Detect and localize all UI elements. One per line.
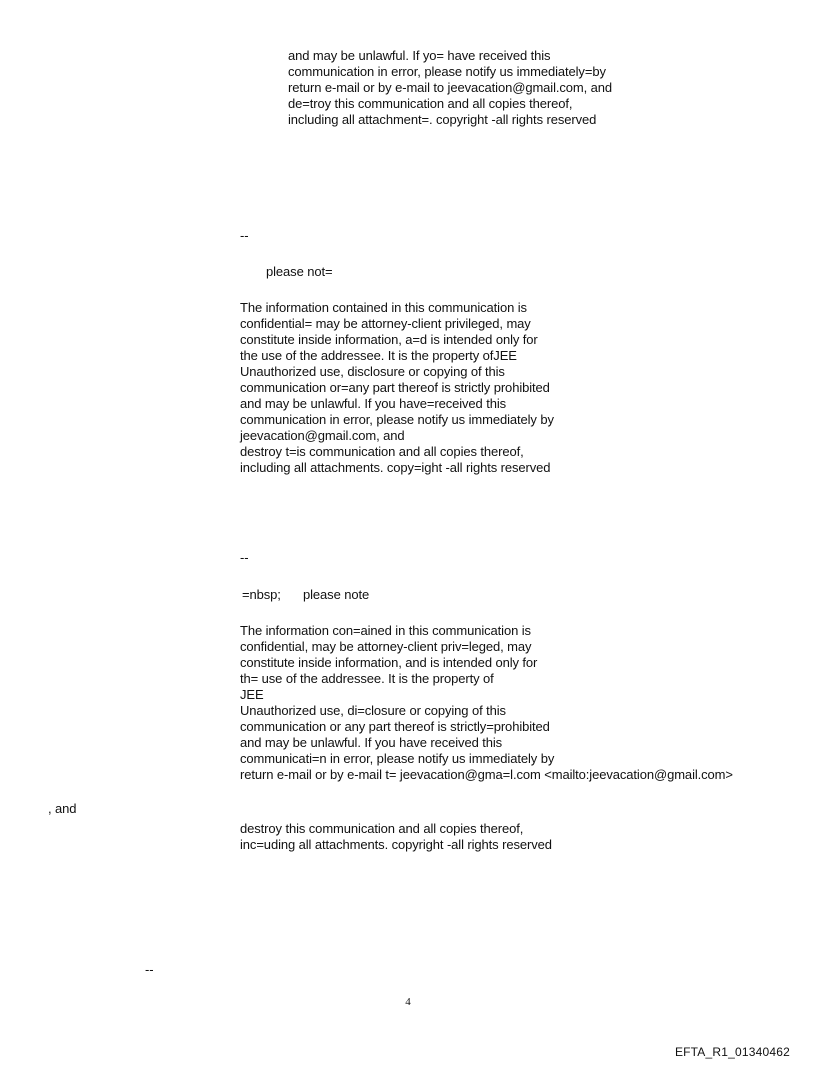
text-line: JEE — [240, 687, 264, 702]
disclaimer-block-3 — [240, 623, 733, 783]
text-line: communication or=any part thereof is strictly prohibited — [240, 380, 550, 395]
text-line: The information con=ained in this communication is — [240, 623, 531, 638]
text-line: jeevacation@gmail.com, and — [240, 428, 405, 443]
text-line: and may be unlawful. If you have=received this — [240, 396, 507, 411]
text-line: return e-mail or by e-mail to jeevacation@gmail.com, and — [288, 80, 613, 95]
text-line: confidential, may be attorney-client priv=leged, may — [240, 639, 532, 654]
disclaimer-block-4 — [240, 821, 552, 853]
disclaimer-block-1 — [288, 48, 612, 128]
text-line: constitute inside information, a=d is intended only for — [240, 332, 538, 347]
text-line: inc=uding all attachments. copyright -all rights reserved — [240, 837, 552, 852]
disclaimer-block-2 — [240, 300, 554, 476]
text-line: Unauthorized use, di=closure or copying of this — [240, 703, 506, 718]
text-line: including all attachments. copy=ight -all rights reserved — [240, 460, 551, 475]
please-note-line: please not= — [266, 264, 333, 279]
text-line: communicati=n in error, please notify us immediately by — [240, 751, 555, 766]
text-line: destroy this communication and all copies thereof, — [240, 821, 524, 836]
text-line: th= use of the addressee. It is the property of — [240, 671, 494, 686]
text-line: including all attachment=. copyright -all rights reserved — [288, 112, 597, 127]
text-line: confidential= may be attorney-client privileged, may — [240, 316, 531, 331]
text-line: The information contained in this communication is — [240, 300, 527, 315]
text-line: destroy t=is communication and all copies thereof, — [240, 444, 524, 459]
separator: -- — [145, 962, 154, 977]
text-line: communication or any part thereof is strictly=prohibited — [240, 719, 550, 734]
text-line: and may be unlawful. If you have received this — [240, 735, 503, 750]
text-line: return e-mail or by e-mail t= jeevacation@gma=l.com <mailto:jeevacation@gmail.com> — [240, 767, 733, 782]
nbsp-prefix: =nbsp; — [242, 587, 281, 602]
document-id-footer: EFTA_R1_01340462 — [674, 1045, 790, 1059]
separator: -- — [240, 228, 249, 243]
text-line: communication in error, please notify us immediately=by — [288, 64, 606, 79]
text-line: communication in error, please notify us immediately by — [240, 412, 554, 427]
text-line: and may be unlawful. If yo= have received this — [288, 48, 551, 63]
please-note-line: please note — [303, 587, 370, 602]
text-line: constitute inside information, and is intended only for — [240, 655, 538, 670]
text-line: de=troy this communication and all copies thereof, — [288, 96, 573, 111]
text-line: Unauthorized use, disclosure or copying of this — [240, 364, 505, 379]
text-line: the use of the addressee. It is the property ofJEE — [240, 348, 517, 363]
page-number: 4 — [405, 996, 411, 1008]
separator: -- — [240, 550, 249, 565]
and-fragment: , and — [48, 801, 77, 816]
